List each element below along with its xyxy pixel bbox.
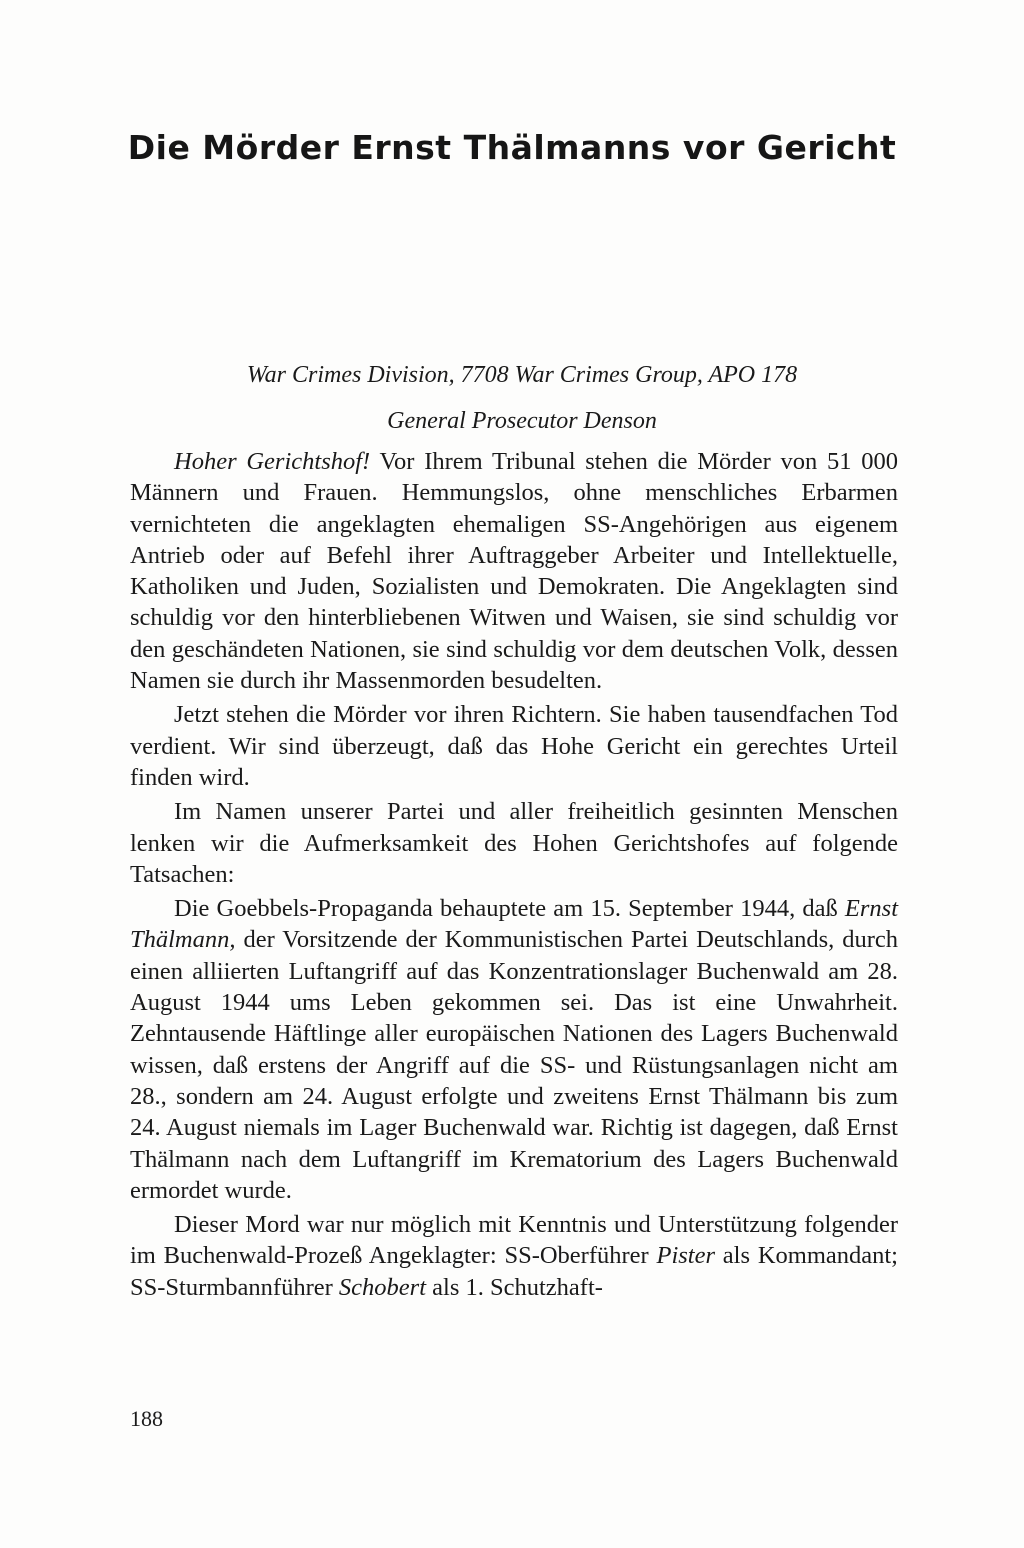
text-segment: als Kommandant; SS-Sturmbannführer [130,1242,898,1301]
text-segment: der Vorsitzende der Kommunistischen Partei Deutschlands, durch einen alliierten Luftangriff auf das Konzentrationslager Buchenwald am 28. August 1944 ums Leben gekommen sei. Das ist eine Unwahrheit. Zehntausende Häftlinge aller europäischen Nationen des Lagers Buchenwald wissen, daß erstens der Angriff auf die SS- und Rüstungsanlagen nicht am 28., sondern am 24. August erfolgte und zweitens Ernst Thälmann bis zum 24. August niemals im Lager Buchenwald war. Richtig ist dagegen, daß Ernst Thälmann nach dem Luftangriff im Krematorium des Lagers Buchenwald ermordet wurde. [130,926,898,1204]
italic-segment: Ernst Thälmann, [130,895,898,954]
text-segment: Im Namen unserer Partei und aller freiheitlich gesinnten Menschen lenken wir die Aufmerksamkeit des Hohen Gerichtshofes auf folgende Tatsachen: [130,798,898,888]
body-paragraph [130,446,898,696]
text-segment: Vor Ihrem Tribunal stehen die Mörder von 51 000 Männern und Frauen. Hemmungslos, ohne menschliches Erbarmen vernichteten die angeklagten ehemaligen SS-Angehörigen aus eigenem Antrieb oder auf Befehl ihrer Auftraggeber Arbeiter und Intellektuelle, Katholiken und Juden, Sozialisten und Demokraten. Die Angeklagten sind schuldig vor den hinterbliebenen Witwen und Waisen, sie sind schuldig vor den geschändeten Nationen, sie sind schuldig vor dem deutschen Volk, dessen Namen sie durch ihr Massenmorden besudelten. [130,448,898,695]
italic-segment: Hoher Gerichtshof! [174,448,371,475]
body-paragraph [130,1209,898,1303]
text-segment: Die Goebbels-Propaganda behauptete am 15. September 1944, daß [174,895,845,923]
subheading-prosecutor: General Prosecutor Denson [387,408,657,434]
body-text [130,446,898,1306]
italic-segment: Pister [656,1242,716,1270]
page-title: Die Mörder Ernst Thälmanns vor Gericht [127,128,897,167]
italic-segment: Schobert [338,1273,427,1301]
text-segment: als 1. Schutzhaft- [426,1273,603,1301]
subheading-division: War Crimes Division, 7708 War Crimes Group, APO 178 [246,362,798,388]
text-segment: Jetzt stehen die Mörder vor ihren Richtern. Sie haben tausendfachen Tod verdient. Wir sind überzeugt, daß das Hohe Gericht ein gerechtes Urteil finden wird. [130,701,898,791]
body-paragraph [130,893,898,1206]
text-segment: Dieser Mord war nur möglich mit Kenntnis und Unterstützung folgender im Buchenwald-Prozeß Angeklagter: SS-Oberführer [130,1211,898,1270]
page-number: 188 [130,1406,163,1431]
body-paragraph [130,796,898,890]
body-paragraph [130,699,898,793]
